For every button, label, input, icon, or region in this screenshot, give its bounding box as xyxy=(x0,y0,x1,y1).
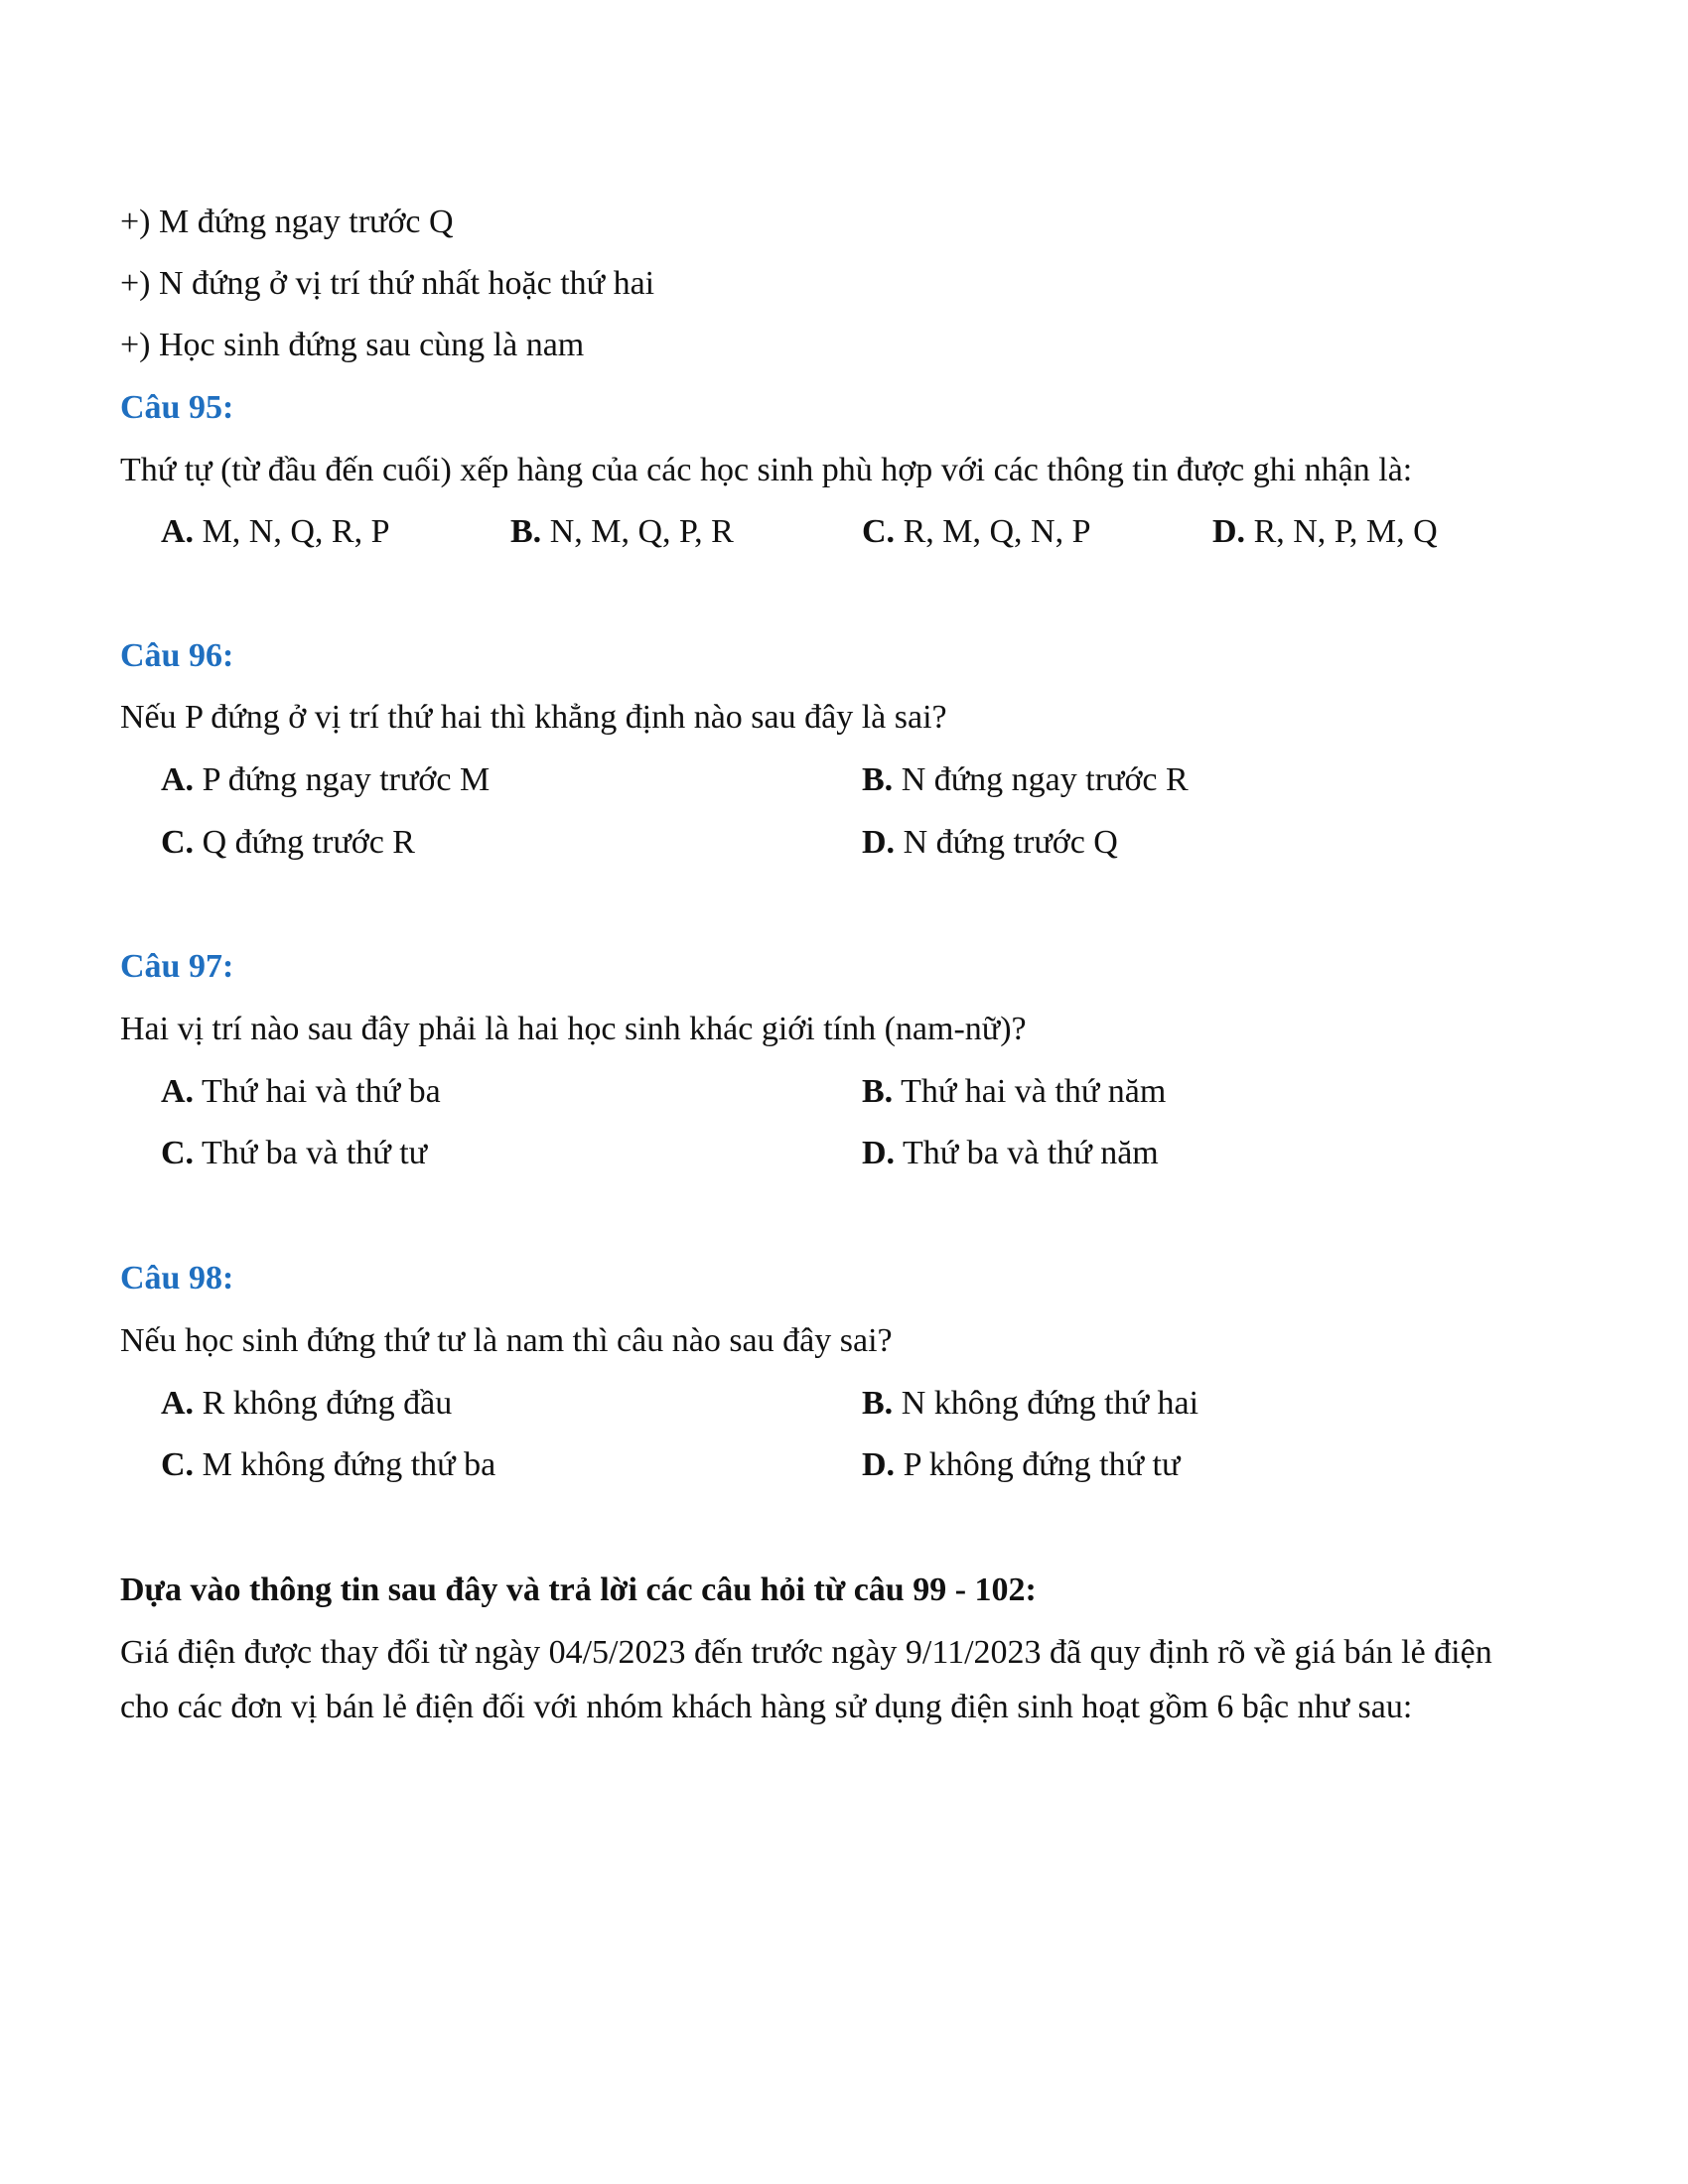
option-text: R, N, P, M, Q xyxy=(1245,513,1438,550)
option-letter: C. xyxy=(161,1135,195,1171)
question-text: Nếu học sinh đứng thứ tư là nam thì câu nào sau đây sai? xyxy=(120,1322,893,1359)
condition-line: +) M đứng ngay trước Q xyxy=(120,204,454,240)
option-text: N, M, Q, P, R xyxy=(541,513,734,550)
option-a xyxy=(161,763,490,797)
option-text: Thứ ba và thứ tư xyxy=(194,1135,428,1171)
option-c xyxy=(161,1448,495,1482)
option-letter: C. xyxy=(161,824,195,861)
option-text: R, M, Q, N, P xyxy=(895,513,1091,550)
question-title: Câu 95: xyxy=(120,389,234,426)
option-text: Thứ ba và thứ năm xyxy=(895,1135,1159,1171)
option-text: P không đứng thứ tư xyxy=(895,1446,1181,1483)
option-letter: B. xyxy=(862,761,894,798)
option-text: M không đứng thứ ba xyxy=(194,1446,496,1483)
option-letter: A. xyxy=(161,1385,195,1422)
option-letter: D. xyxy=(862,1135,896,1171)
option-b xyxy=(510,515,734,549)
option-text: N đứng ngay trước R xyxy=(893,761,1189,798)
option-text: Q đứng trước R xyxy=(194,824,415,861)
option-d xyxy=(862,826,1118,860)
option-letter: A. xyxy=(161,1073,195,1110)
condition-line: +) N đứng ở vị trí thứ nhất hoặc thứ hai xyxy=(120,265,655,302)
option-c xyxy=(862,515,1091,549)
question-title: Câu 96: xyxy=(120,637,234,674)
option-b xyxy=(862,1387,1198,1421)
question-text: Nếu P đứng ở vị trí thứ hai thì khẳng định nào sau đây là sai? xyxy=(120,699,947,736)
option-letter: A. xyxy=(161,513,195,550)
option-a xyxy=(161,1075,441,1109)
option-b xyxy=(862,1075,1166,1109)
section-paragraph: Giá điện được thay đổi từ ngày 04/5/2023 đến trước ngày 9/11/2023 đã quy định rõ về giá bán lẻ điện xyxy=(120,1634,1492,1671)
question-text: Thứ tự (từ đầu đến cuối) xếp hàng của các học sinh phù hợp với các thông tin được ghi nhận là: xyxy=(120,452,1413,488)
option-a xyxy=(161,1387,452,1421)
section-heading: Dựa vào thông tin sau đây và trả lời các câu hỏi từ câu 99 - 102: xyxy=(120,1571,1037,1608)
option-letter: A. xyxy=(161,761,195,798)
option-text: Thứ hai và thứ ba xyxy=(194,1073,441,1110)
option-letter: B. xyxy=(510,513,542,550)
option-c xyxy=(161,1137,427,1170)
option-letter: D. xyxy=(862,1446,896,1483)
question-text: Hai vị trí nào sau đây phải là hai học sinh khác giới tính (nam-nữ)? xyxy=(120,1011,1027,1047)
question-title: Câu 98: xyxy=(120,1260,234,1297)
option-a xyxy=(161,515,390,549)
option-text: M, N, Q, R, P xyxy=(194,513,390,550)
condition-line: +) Học sinh đứng sau cùng là nam xyxy=(120,327,585,363)
option-text: P đứng ngay trước M xyxy=(194,761,491,798)
option-d xyxy=(862,1137,1159,1170)
option-text: N đứng trước Q xyxy=(895,824,1118,861)
option-letter: C. xyxy=(862,513,896,550)
option-letter: D. xyxy=(862,824,896,861)
option-d xyxy=(1212,515,1438,549)
option-text: Thứ hai và thứ năm xyxy=(893,1073,1167,1110)
section-paragraph: cho các đơn vị bán lẻ điện đối với nhóm khách hàng sử dụng điện sinh hoạt gồm 6 bậc như sau: xyxy=(120,1689,1413,1725)
option-b xyxy=(862,763,1189,797)
option-c xyxy=(161,826,415,860)
option-letter: C. xyxy=(161,1446,195,1483)
option-letter: B. xyxy=(862,1073,894,1110)
option-letter: D. xyxy=(1212,513,1246,550)
option-letter: B. xyxy=(862,1385,894,1422)
question-title: Câu 97: xyxy=(120,948,234,985)
option-d xyxy=(862,1448,1180,1482)
option-text: R không đứng đầu xyxy=(194,1385,453,1422)
option-text: N không đứng thứ hai xyxy=(893,1385,1199,1422)
